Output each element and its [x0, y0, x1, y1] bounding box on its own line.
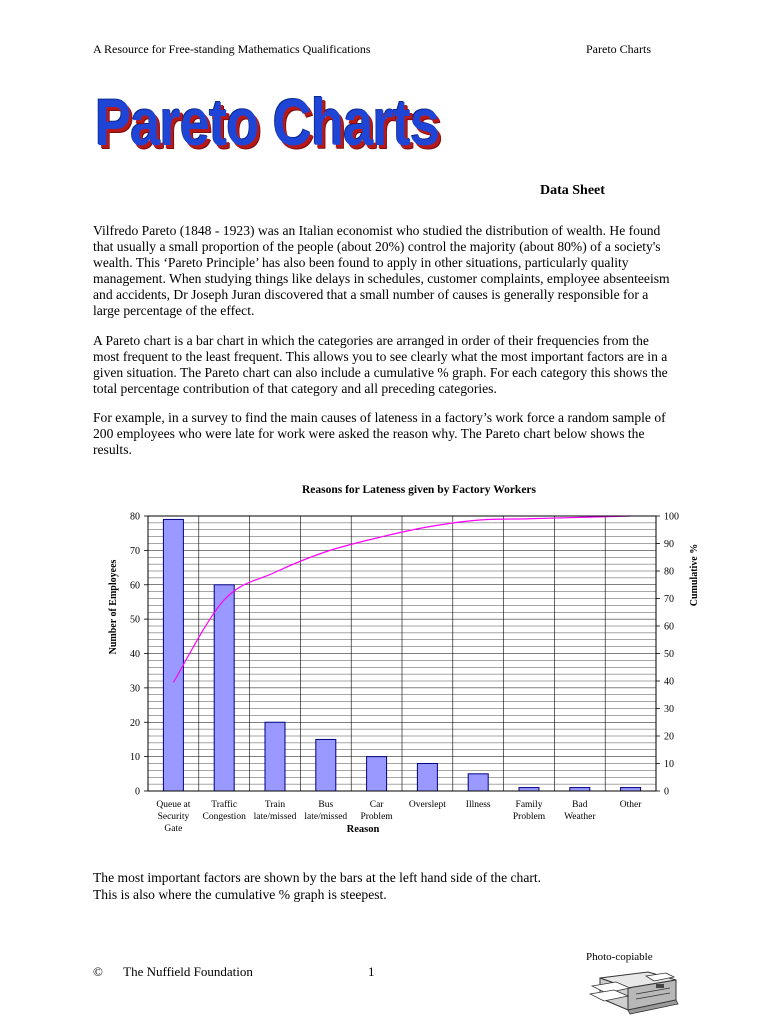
x-tick-label: late/missed — [253, 812, 297, 822]
y2-tick-label: 10 — [664, 759, 674, 770]
y2-tick-label: 60 — [664, 621, 674, 633]
pareto-chart — [0, 470, 768, 840]
photocopiable-label: Photo-copiable — [586, 951, 653, 963]
y-tick-label: 10 — [130, 752, 140, 764]
bar — [417, 764, 437, 792]
x-tick-label: Car — [369, 800, 384, 810]
x-axis-label: Reason — [346, 824, 380, 835]
header-topic: Pareto Charts — [586, 42, 651, 56]
x-tick-label: Congestion — [202, 812, 246, 822]
chart-title: Reasons for Lateness given by Factory Workers — [301, 484, 537, 496]
x-tick-label: Overslept — [408, 800, 446, 810]
x-tick-label: Queue at — [156, 800, 191, 810]
closing-line-1: The most important factors are shown by the bars at the left hand side of the chart. — [93, 870, 542, 885]
bar — [468, 774, 488, 791]
y2-tick-label: 70 — [664, 594, 674, 605]
x-tick-label: Family — [515, 800, 543, 810]
y2-tick-label: 90 — [664, 539, 674, 550]
y2-tick-label: 50 — [664, 649, 674, 660]
x-tick-label: Illness — [465, 800, 491, 810]
y2-tick-label: 40 — [664, 676, 674, 688]
closing-line-2: This is also where the cumulative % graph is steepest. — [93, 887, 387, 902]
y-tick-label: 50 — [130, 614, 140, 626]
bar — [367, 757, 387, 791]
y2-axis-label: Cumulative % — [689, 543, 700, 607]
x-tick-label: Bus — [318, 800, 334, 810]
y-tick-label: 70 — [130, 545, 140, 557]
y-tick-label: 30 — [130, 683, 140, 695]
bar — [316, 739, 336, 791]
x-tick-label: Bad — [572, 800, 588, 810]
page-subtitle: Data Sheet — [540, 183, 605, 198]
header-resource-title: A Resource for Free-standing Mathematics Qualifications — [93, 42, 371, 56]
paragraph-example: For example, in a survey to find the main causes of lateness in a factory’s work force a random sample of 200 employees who were late for work were asked the reason why. The Pareto chart below shows the results. — [93, 410, 666, 457]
y-tick-label: 40 — [130, 649, 140, 660]
x-tick-label: Traffic — [211, 800, 238, 810]
x-tick-label: Problem — [360, 812, 393, 822]
y-tick-label: 80 — [130, 511, 140, 523]
y2-tick-label: 20 — [664, 731, 674, 743]
y2-tick-label: 30 — [664, 704, 674, 715]
paragraph-intro: Vilfredo Pareto (1848 - 1923) was an Italian economist who studied the distribution of wealth. He found that usually a small proportion of the people (about 20%) control the majority (about 80%) of a society's wealth. This ‘Pareto Principle’ has also been found to apply in other situations, particularly quality management. When studying things like delays in schedules, customer complaints, employee absenteeism and accidents, Dr Joseph Juran discovered that a small number of causes is generally responsible for a large percentage of the effect. — [93, 223, 670, 318]
y-tick-label: 60 — [130, 580, 140, 592]
y2-tick-label: 0 — [664, 786, 669, 798]
x-tick-label: Security — [157, 812, 190, 822]
y-tick-label: 0 — [135, 786, 140, 798]
paragraph-definition: A Pareto chart is a bar chart in which the categories are arranged in order of their frequencies from the most frequent to the least frequent. This allows you to see clearly what the most important factors are in a given situation. The Pareto chart can also include a cumulative % graph. For each category this shows the total percentage contribution of that category and all preceding categories. — [93, 333, 668, 396]
bar — [214, 585, 234, 791]
y2-tick-label: 80 — [664, 566, 674, 578]
x-tick-label: Other — [619, 800, 642, 810]
bar — [265, 722, 285, 791]
photocopier-icon — [586, 964, 682, 1016]
copyright-symbol: © — [93, 964, 103, 979]
footer-copyright — [93, 964, 253, 980]
x-tick-label: Gate — [164, 824, 183, 834]
bar — [519, 788, 539, 791]
x-tick-label: Train — [264, 800, 286, 810]
y2-tick-label: 100 — [664, 511, 679, 523]
page-number: 1 — [368, 964, 375, 979]
x-tick-label: Problem — [512, 812, 546, 822]
closing-text — [93, 869, 678, 903]
bar — [163, 519, 183, 791]
footer-organisation: The Nuffield Foundation — [123, 964, 253, 979]
y-tick-label: 20 — [130, 717, 140, 729]
bar — [621, 788, 641, 791]
y-axis-label: Number of Employees — [108, 559, 119, 655]
x-tick-label: late/missed — [304, 812, 348, 822]
x-tick-label: Weather — [564, 812, 596, 822]
page-title: Pareto Charts — [95, 85, 440, 159]
bar — [570, 788, 590, 791]
